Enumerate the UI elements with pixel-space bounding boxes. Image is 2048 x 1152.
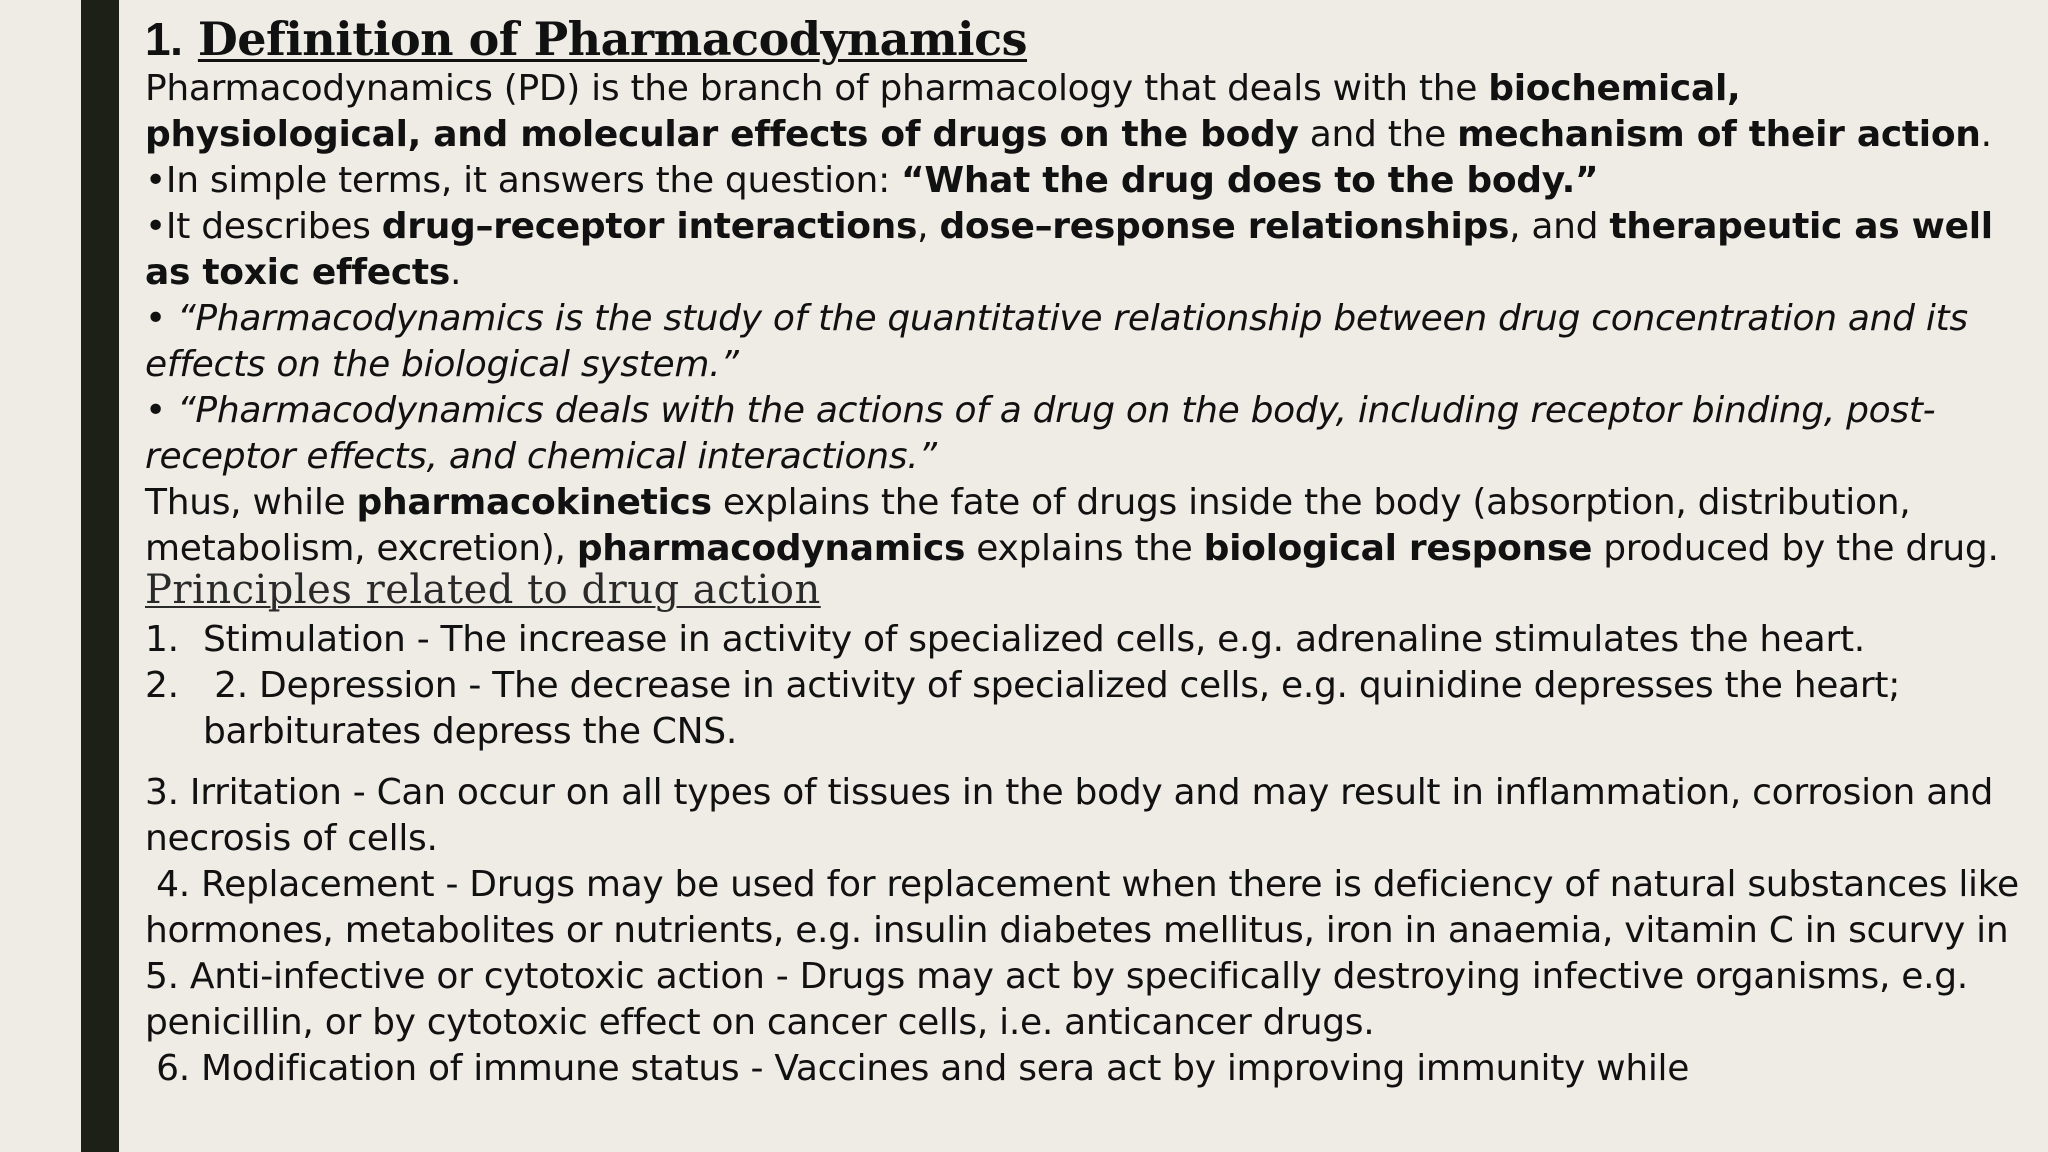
text-run: , [917, 205, 940, 247]
text-run: explains the fate of drugs inside the body (absorption, distribution, metabolism, excretion), [145, 481, 1911, 569]
definition-section [145, 14, 2025, 572]
bold-text: pharmacodynamics [576, 527, 966, 569]
section-title [145, 14, 2025, 66]
bold-text: therapeutic as well as toxic effects [145, 205, 1993, 293]
bold-text: pharmacokinetics [356, 481, 712, 523]
bold-text: mechanism of their action [1457, 113, 1981, 155]
text-run: •In simple terms, it answers the question: [145, 159, 902, 201]
list-item-number: 1. [145, 619, 179, 660]
list-item [145, 617, 2025, 663]
quote-bullet: • “Pharmacodynamics is the study of the quantitative relationship between drug concentration and its effects on the biological system.” [145, 297, 1968, 385]
quote-bullet: • “Pharmacodynamics deals with the actions of a drug on the body, including receptor binding, post-receptor effects, and chemical interactions.” [145, 389, 1936, 477]
summary-paragraph [145, 480, 2025, 572]
text-run: Thus, while [145, 481, 357, 523]
list-item [145, 663, 2025, 755]
text-run: . [1980, 113, 1992, 155]
text-run: produced by the drug. [1592, 527, 1999, 569]
text-run: Pharmacodynamics (PD) is the branch of pharmacology that deals with the [145, 67, 1489, 109]
bold-text: dose–response relationships [939, 205, 1510, 247]
text-run: , and [1509, 205, 1610, 247]
principles-title: Principles related to drug action [145, 567, 821, 613]
describes-bullet [145, 204, 2025, 296]
list-item: 3. Irritation - Can occur on all types of tissues in the body and may result in inflammation, corrosion and necrosis of cells. [145, 772, 1994, 859]
section-title-number: 1. [145, 13, 183, 65]
bold-text: “What the drug does to the body.” [901, 159, 1599, 201]
bold-text: drug–receptor interactions [381, 205, 918, 247]
spacer [145, 755, 2025, 770]
bold-text: biological response [1203, 527, 1593, 569]
simple-terms-bullet [145, 158, 2025, 204]
list-item: 4. Replacement - Drugs may be used for replacement when there is deficiency of natural substances like hormones, metabolites or nutrients, e.g. insulin diabetes mellitus, iron in anaemia, vitamin C in scurvy in [145, 864, 2031, 951]
text-run: and the [1298, 113, 1458, 155]
section-title-text: Definition of Pharmacodynamics [197, 12, 1028, 66]
list-item: 5. Anti-infective or cytotoxic action - Drugs may act by specifically destroying infective organisms, e.g. penicillin, or by cytotoxic effect on cancer cells, i.e. anticancer drugs. [145, 956, 1968, 1043]
text-run: explains the [965, 527, 1204, 569]
bold-text: biochemical, physiological, and molecular effects of drugs on the body [145, 67, 1741, 155]
left-accent-bar [81, 0, 119, 1152]
text-run: . [449, 251, 462, 293]
list-item: 6. Modification of immune status - Vaccines and sera act by improving immunity while [145, 1048, 1690, 1089]
list-item-text: 2. Depression - The decrease in activity of specialized cells, e.g. quinidine depresses the heart; barbiturates depress the CNS. [203, 665, 1912, 752]
list-item-text: Stimulation - The increase in activity of specialized cells, e.g. adrenaline stimulates the heart. [203, 619, 1865, 660]
principles-section [145, 567, 2031, 1092]
definition-paragraph [145, 66, 2025, 158]
text-run: •It describes [145, 205, 382, 247]
list-item-number: 2. [145, 665, 179, 706]
